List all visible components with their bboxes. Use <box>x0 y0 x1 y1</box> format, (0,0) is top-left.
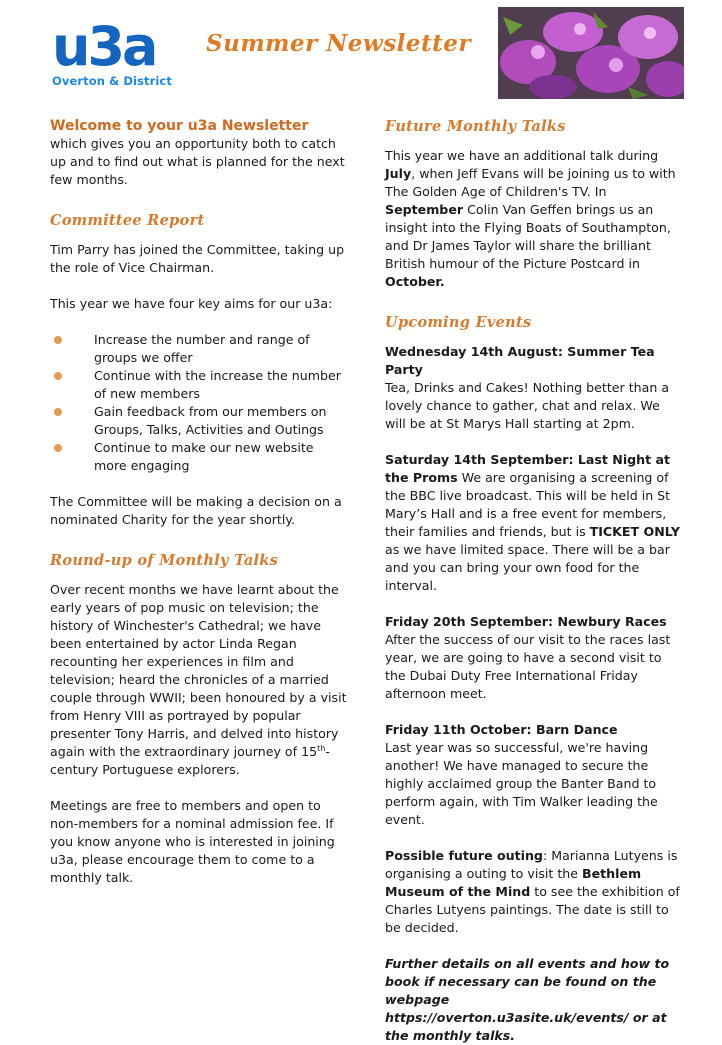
event-text: Last year was so successful, we're having another! We have managed to secure the highly acclaimed group the Banter Band to perform again, with Tim Walker leading the event. <box>385 740 658 827</box>
event-tea-party <box>385 343 683 433</box>
intro-text: which gives you an opportunity both to catch up and to find out what is planned for the next few months. <box>50 136 345 187</box>
event-text-a: We are organising a screening of the BBC live broadcast. This will be held in St Mary’s Hall and is a free event for members, their families and friends, but is <box>385 470 671 539</box>
ticket-only: TICKET ONLY <box>589 524 680 539</box>
aim-text: Increase the number and range of groups we offer <box>94 332 310 365</box>
aims-list-item <box>50 403 348 439</box>
bullet-icon <box>54 336 62 344</box>
intro-lead: Welcome to your u3a Newsletter <box>50 118 309 134</box>
intro-paragraph <box>50 117 348 189</box>
event-title: Saturday 14th September: Last Night at the Proms <box>385 452 671 485</box>
roundup-paragraph-1 <box>50 581 348 779</box>
aims-list-item <box>50 331 348 367</box>
aims-list-item <box>50 439 348 475</box>
event-text-a: : Marianna Lutyens is organising a outing to visit the <box>385 848 678 881</box>
museum-name: Bethlem Museum of the Mind <box>385 866 642 899</box>
footer-note: Further details on all events and how to book if necessary can be found on the webpage https://overton.u3asite.uk/events/ or at the monthly talks. <box>385 956 670 1043</box>
future-october: October. <box>385 274 445 289</box>
event-title: Friday 20th September: Newbury Races <box>385 614 667 629</box>
event-text-b: to see the exhibition of Charles Lutyens paintings. The date is still to be decided. <box>385 884 680 935</box>
left-column <box>50 117 348 887</box>
event-proms <box>385 451 683 595</box>
bullet-icon <box>54 372 62 380</box>
bullet-icon <box>54 444 62 452</box>
aim-text: Gain feedback from our members on Groups, Talks, Activities and Outings <box>94 404 327 437</box>
roundup-text-b: -century Portuguese explorers. <box>50 744 330 777</box>
roundup-superscript: th <box>317 743 326 753</box>
future-september: September <box>385 202 464 217</box>
event-future-outing <box>385 847 683 937</box>
logo-mark: u3a <box>52 15 156 78</box>
event-title: Wednesday 14th August: Summer Tea Party <box>385 344 655 377</box>
event-barn-dance <box>385 721 683 829</box>
flower-photo-image <box>498 7 684 99</box>
committee-paragraph-2: This year we have four key aims for our u3a: <box>50 296 333 311</box>
future-talks-heading: Future Monthly Talks <box>385 118 566 135</box>
aim-text: Continue to make our new website more engaging <box>94 440 314 473</box>
committee-heading: Committee Report <box>50 212 205 229</box>
future-july: July <box>385 166 412 181</box>
event-title: Friday 11th October: Barn Dance <box>385 722 618 737</box>
newsletter-title: Summer Newsletter <box>206 30 472 57</box>
bullet-icon <box>54 408 62 416</box>
event-races <box>385 613 683 703</box>
aims-list-item <box>50 367 348 403</box>
u3a-logo <box>52 15 172 88</box>
future-text-c: Colin Van Geffen brings us an insight into the Flying Boats of Southampton, and Dr James Taylor will share the brilliant British humour of the Picture Postcard in <box>385 202 671 271</box>
event-text: After the success of our visit to the races last year, we are going to have a second visit to the Dubai Duty Free International Friday afternoon meet. <box>385 632 671 701</box>
committee-paragraph-3: The Committee will be making a decision on a nominated Charity for the year shortly. <box>50 494 342 527</box>
aim-text: Continue with the increase the number of new members <box>94 368 341 401</box>
future-text-a: This year we have an additional talk during <box>385 148 659 163</box>
roundup-paragraph-2: Meetings are free to members and open to non-members for a nominal admission fee. If you know anyone who is interested in joining u3a, please encourage them to come to a monthly talk. <box>50 798 335 885</box>
future-talks-paragraph <box>385 147 683 291</box>
flower-photo <box>498 7 684 99</box>
roundup-text-a: Over recent months we have learnt about the early years of pop music on television; the history of Winchester's Cathedral; we have been entertained by actor Linda Regan recounting her experiences in film and television; heard the chronicles of a married couple through WWII; been honoured by a visit from Henry VIII as portrayed by popular presenter Tony Harris, and delved into history again with the extraordinary journey of 15 <box>50 582 347 759</box>
event-text: Tea, Drinks and Cakes! Nothing better than a lovely chance to gather, chat and relax. We will be at St Marys Hall starting at 2pm. <box>385 380 670 431</box>
roundup-heading: Round-up of Monthly Talks <box>50 552 279 569</box>
upcoming-events-heading: Upcoming Events <box>385 314 532 331</box>
event-text-b: as we have limited space. There will be a bar and you can bring your own food for the interval. <box>385 542 670 593</box>
event-title: Possible future outing <box>385 848 543 863</box>
future-text-b: , when Jeff Evans will be joining us to with The Golden Age of Children's TV. In <box>385 166 676 199</box>
logo-subtitle: Overton & District <box>52 74 172 88</box>
committee-paragraph-1: Tim Parry has joined the Committee, taking up the role of Vice Chairman. <box>50 242 345 275</box>
aims-list <box>50 331 348 475</box>
right-column <box>385 117 683 1045</box>
